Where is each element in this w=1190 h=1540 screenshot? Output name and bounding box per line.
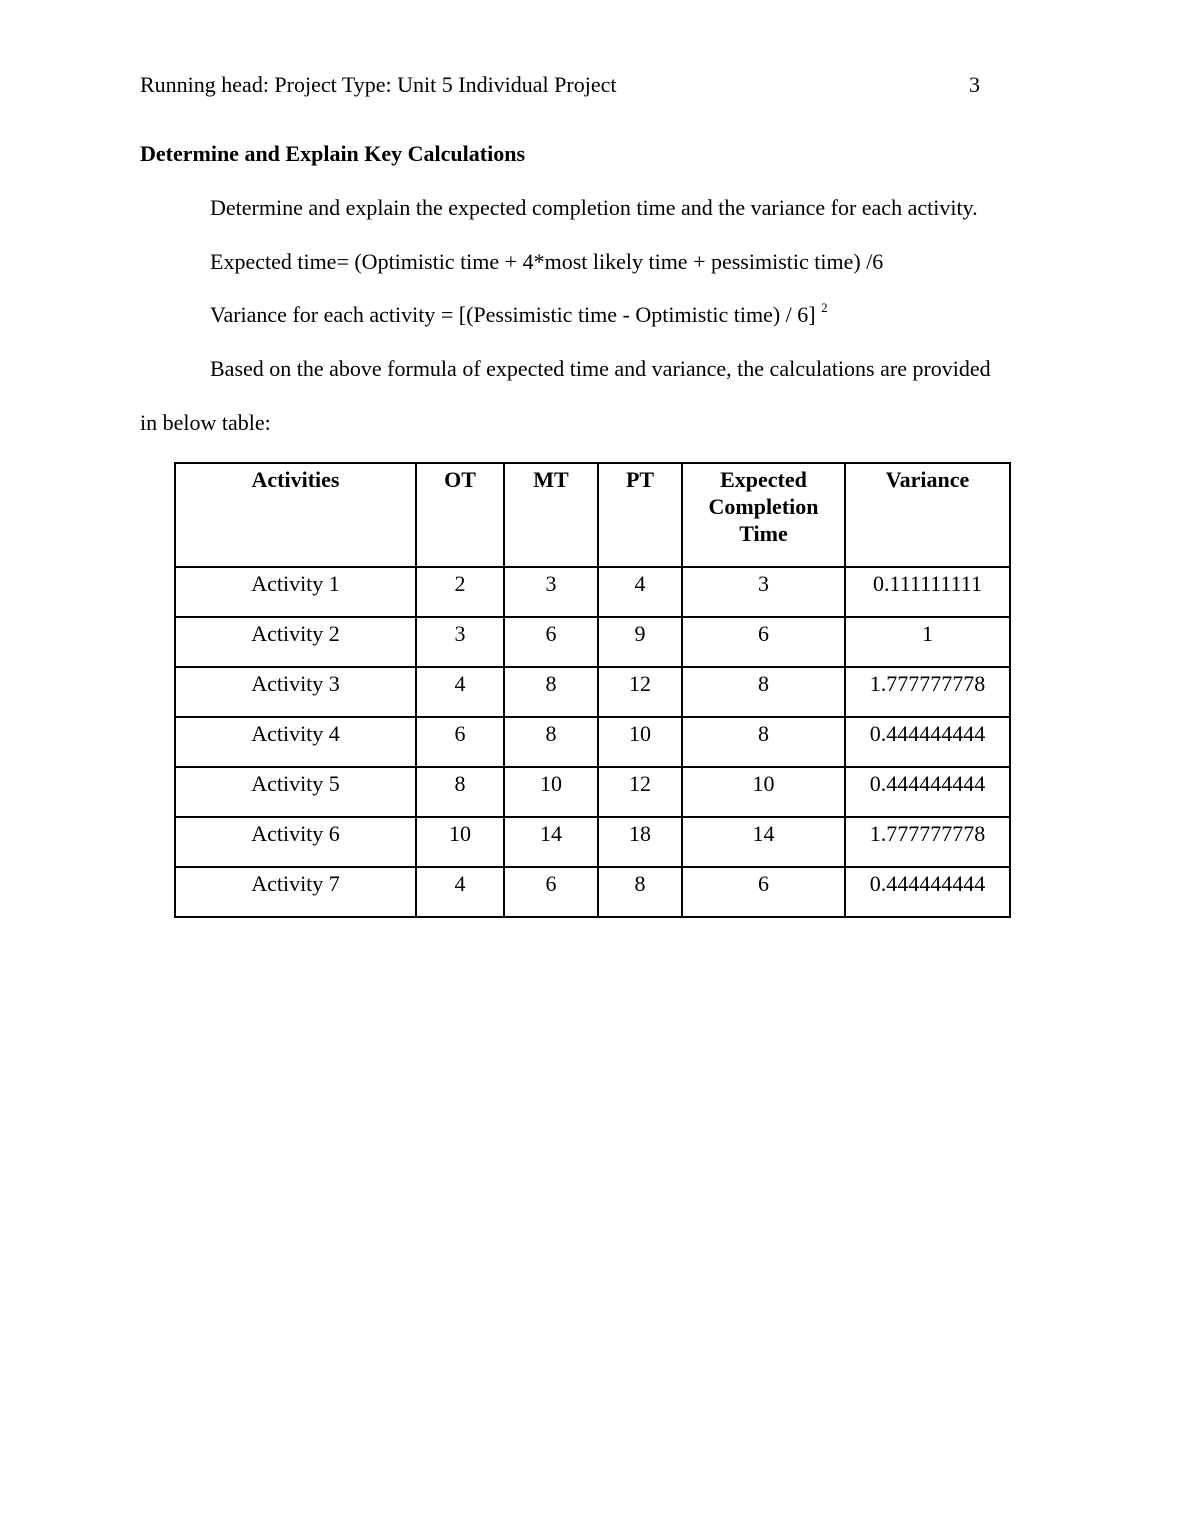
cell-mt: 6 (504, 617, 598, 667)
cell-variance: 0.444444444 (845, 717, 1010, 767)
header-ect-line3: Time (739, 521, 788, 546)
table-row (175, 767, 1010, 817)
activity-calculations-table (174, 462, 1011, 918)
section-title: Determine and Explain Key Calculations (140, 141, 526, 166)
page-header (140, 70, 980, 100)
summary-paragraph-line1: Based on the above formula of expected time and variance, the calculations are provided (210, 356, 991, 381)
cell-variance: 0.444444444 (845, 867, 1010, 917)
table-row (175, 667, 1010, 717)
cell-activity: Activity 2 (175, 617, 416, 667)
header-activities: Activities (175, 463, 416, 567)
header-pt: PT (598, 463, 682, 567)
page-number: 3 (969, 72, 980, 97)
cell-pt: 10 (598, 717, 682, 767)
expected-time-formula: Expected time= (Optimistic time + 4*most likely time + pessimistic time) /6 (210, 249, 884, 274)
cell-mt: 8 (504, 717, 598, 767)
variance-formula: Variance for each activity = [(Pessimistic time - Optimistic time) / 6] (210, 302, 816, 327)
cell-expected: 8 (682, 667, 845, 717)
cell-variance: 1.777777778 (845, 667, 1010, 717)
table-row (175, 617, 1010, 667)
table-row (175, 867, 1010, 917)
cell-pt: 4 (598, 567, 682, 617)
cell-ot: 10 (416, 817, 504, 867)
table-row (175, 717, 1010, 767)
cell-variance: 0.444444444 (845, 767, 1010, 817)
cell-activity: Activity 6 (175, 817, 416, 867)
cell-mt: 6 (504, 867, 598, 917)
cell-pt: 12 (598, 767, 682, 817)
cell-variance: 0.111111111 (845, 567, 1010, 617)
cell-pt: 12 (598, 667, 682, 717)
summary-paragraph-line2: in below table: (140, 410, 271, 435)
cell-ot: 4 (416, 867, 504, 917)
header-variance: Variance (845, 463, 1010, 567)
header-ect-line2: Completion (708, 494, 819, 519)
cell-expected: 8 (682, 717, 845, 767)
cell-expected: 14 (682, 817, 845, 867)
intro-paragraph: Determine and explain the expected completion time and the variance for each activity. (210, 195, 978, 220)
cell-ot: 3 (416, 617, 504, 667)
cell-variance: 1.777777778 (845, 817, 1010, 867)
cell-mt: 8 (504, 667, 598, 717)
cell-activity: Activity 1 (175, 567, 416, 617)
cell-ot: 2 (416, 567, 504, 617)
cell-expected: 3 (682, 567, 845, 617)
cell-expected: 6 (682, 867, 845, 917)
cell-variance: 1 (845, 617, 1010, 667)
variance-exponent: 2 (821, 300, 828, 315)
cell-expected: 10 (682, 767, 845, 817)
cell-activity: Activity 3 (175, 667, 416, 717)
cell-activity: Activity 7 (175, 867, 416, 917)
header-ect-line1: Expected (720, 467, 807, 492)
variance-formula-line (210, 300, 828, 330)
header-ot: OT (416, 463, 504, 567)
header-mt: MT (504, 463, 598, 567)
table-row (175, 817, 1010, 867)
table-header-row (175, 463, 1010, 567)
cell-pt: 8 (598, 867, 682, 917)
cell-pt: 18 (598, 817, 682, 867)
cell-mt: 14 (504, 817, 598, 867)
cell-mt: 3 (504, 567, 598, 617)
cell-activity: Activity 4 (175, 717, 416, 767)
running-head: Running head: Project Type: Unit 5 Individual Project (140, 72, 617, 97)
cell-pt: 9 (598, 617, 682, 667)
cell-ot: 6 (416, 717, 504, 767)
header-expected-completion-time (682, 463, 845, 567)
cell-expected: 6 (682, 617, 845, 667)
cell-ot: 4 (416, 667, 504, 717)
cell-ot: 8 (416, 767, 504, 817)
cell-mt: 10 (504, 767, 598, 817)
cell-activity: Activity 5 (175, 767, 416, 817)
table-row (175, 567, 1010, 617)
